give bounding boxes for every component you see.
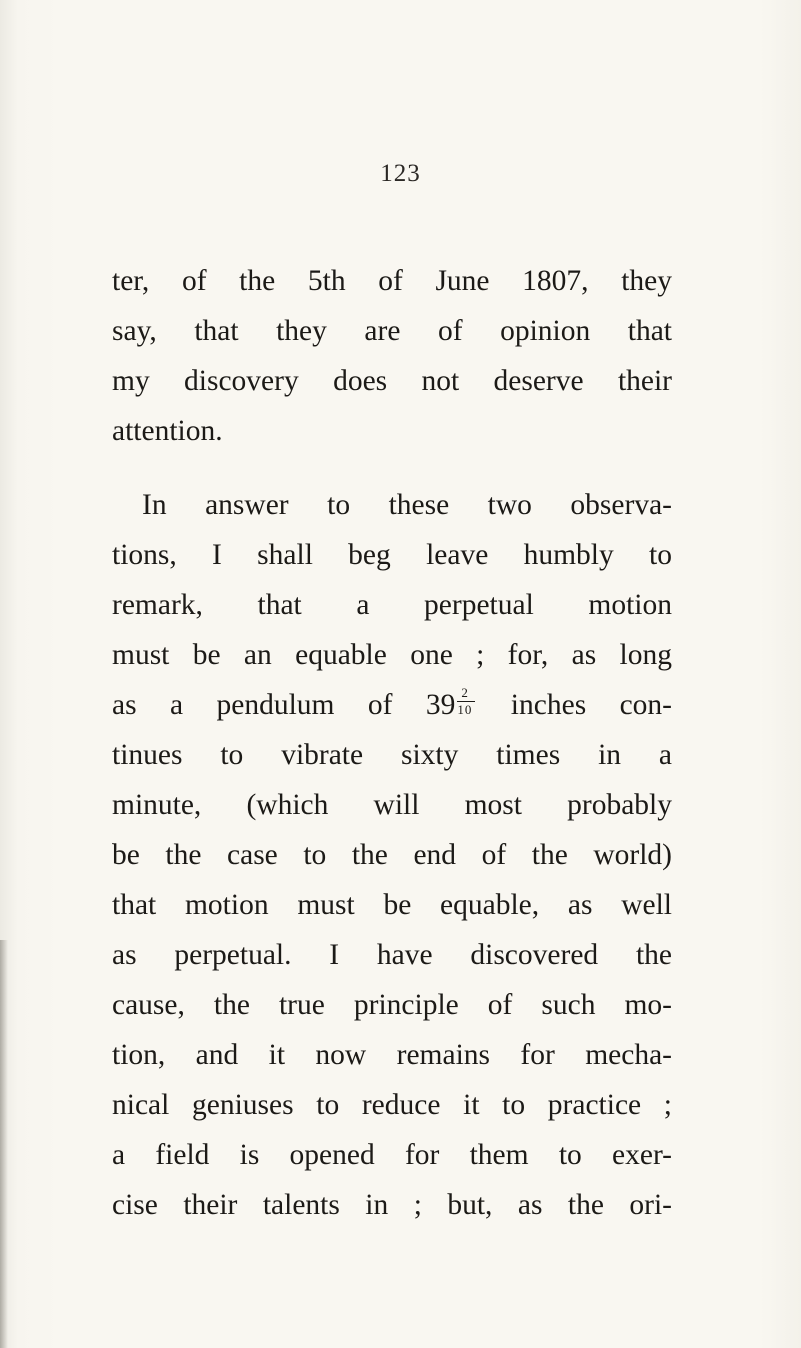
text-line: tions, I shall beg leave humbly to [112,539,672,571]
text-line: must be an equable one ; for, as long [112,639,672,671]
text-line: cause, the true principle of such mo- [112,989,672,1021]
text-line: attention. [112,415,223,447]
fraction-line-lead: as a pendulum of 39 [112,689,456,721]
text-line: remark, that a perpetual motion [112,589,672,621]
text-line: tion, and it now remains for mecha- [112,1039,672,1071]
page-number: 123 [380,160,421,187]
text-line: In answer to these two observa- [142,489,672,521]
binding-shadow [0,940,8,1348]
text-line: say, that they are of opinion that [112,315,672,347]
text-line: as perpetual. I have discovered the [112,939,672,971]
text-line: that motion must be equable, as well [112,889,672,921]
text-line: ter, of the 5th of June 1807, they [112,265,672,297]
text-line: a field is opened for them to exer- [112,1139,672,1171]
paragraph-2 [112,480,672,1230]
text-line: be the case to the end of the world) [112,839,672,871]
fraction-line-tail: inches con- [477,689,672,721]
text-line-with-fraction [112,680,672,730]
text-line: nical geniuses to reduce it to practice ; [112,1089,672,1121]
fraction [455,685,477,718]
paragraph-1 [112,256,672,456]
fraction-numerator: 2 [461,685,468,700]
text-line: minute, (which will most probably [112,789,672,821]
text-line: cise their talents in ; but, as the ori- [112,1189,672,1221]
text-line: my discovery does not deserve their [112,365,672,397]
text-line: tinues to vibrate sixty times in a [112,739,672,771]
fraction-denominator: 10 [457,702,473,717]
body-text [112,256,672,1230]
